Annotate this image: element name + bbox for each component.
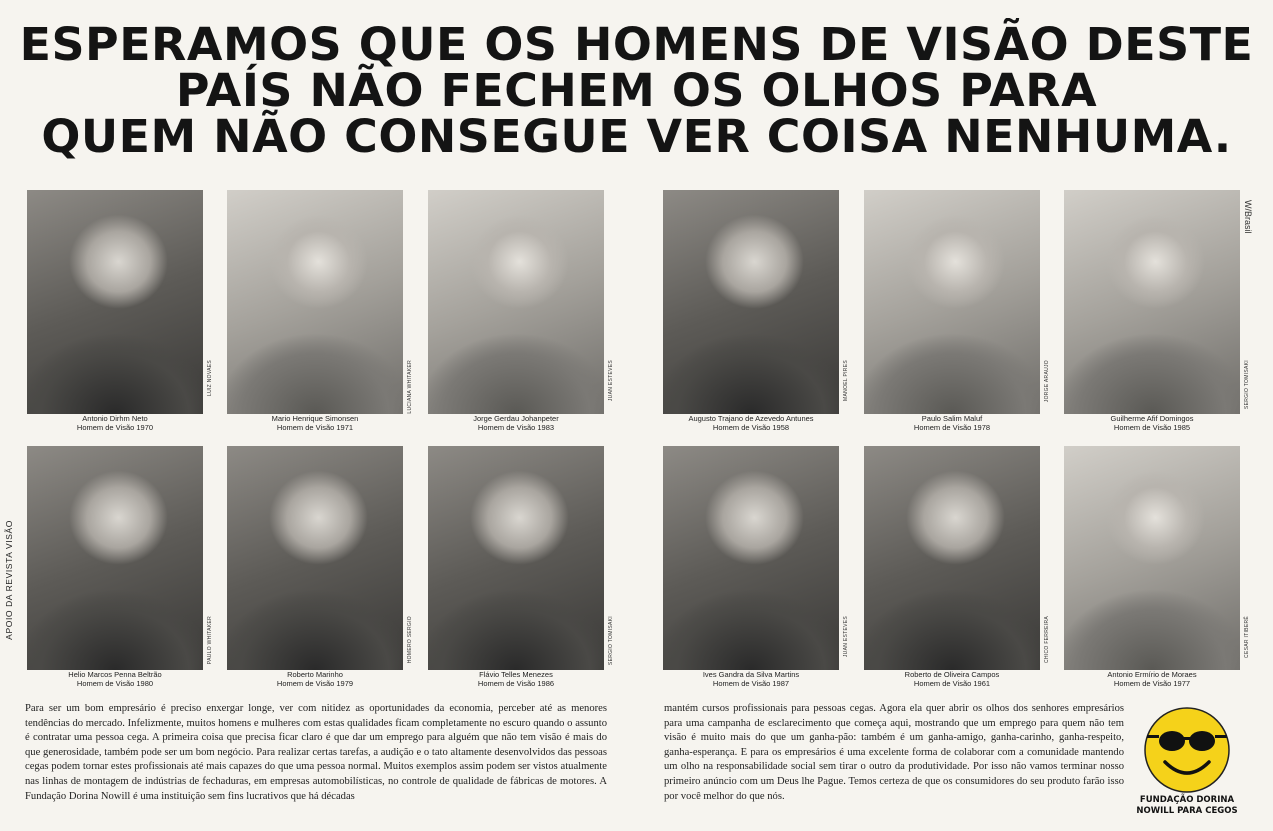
portrait-title: Homem de Visão 1971 xyxy=(276,423,354,432)
foundation-name-line-2: NOWILL PARA CEGOS xyxy=(1136,806,1238,816)
portrait-name: Roberto de Oliveira Campos xyxy=(904,670,1000,679)
foundation-name xyxy=(1128,795,1246,817)
portrait-name: Roberto Marinho xyxy=(287,670,343,679)
photo-credit: PAULO WHITAKER xyxy=(207,616,213,665)
portrait-title: Homem de Visão 1986 xyxy=(477,679,555,688)
portrait-photo xyxy=(227,446,403,670)
magazine-support-credit: APOIO DA REVISTA VISÃO xyxy=(4,520,14,640)
portrait-name: Paulo Salim Maluf xyxy=(921,414,983,423)
portrait-photo xyxy=(428,446,604,670)
headline-line-2: PAÍS NÃO FECHEM OS OLHOS PARA xyxy=(175,64,1098,117)
portrait-photo xyxy=(1064,446,1240,670)
portrait-caption xyxy=(864,670,1040,688)
portrait-caption xyxy=(27,414,203,432)
portrait-card xyxy=(227,446,413,688)
portrait-card xyxy=(864,190,1050,432)
portrait-title: Homem de Visão 1970 xyxy=(76,423,154,432)
photo-credit: CHICO FERREIRA xyxy=(1044,616,1050,663)
portrait-photo xyxy=(27,190,203,414)
portrait-photo xyxy=(663,190,839,414)
portrait-name: Antonio Dirhm Neto xyxy=(82,414,148,423)
portrait-title: Homem de Visão 1987 xyxy=(712,679,790,688)
portrait-caption xyxy=(864,414,1040,432)
portrait-name: Flávio Telles Menezes xyxy=(479,670,553,679)
portrait-photo xyxy=(864,190,1040,414)
portrait-title: Homem de Visão 1979 xyxy=(276,679,354,688)
photo-credit: CESAR ITIBERÊ xyxy=(1244,616,1250,658)
photo-credit: SERGIO TOMISAKI xyxy=(608,616,614,666)
portrait-title: Homem de Visão 1983 xyxy=(477,423,555,432)
portrait-photo xyxy=(227,190,403,414)
portrait-photo xyxy=(27,446,203,670)
portrait-title: Homem de Visão 1958 xyxy=(712,423,790,432)
photo-credit: JUAN ESTEVES xyxy=(608,360,614,402)
portrait-name: Antonio Ermírio de Moraes xyxy=(1107,670,1197,679)
smiley-logo-icon xyxy=(1141,704,1233,796)
portrait-name: Jorge Gerdau Johanpeter xyxy=(473,414,559,423)
agency-credit: W/Brasil xyxy=(1243,200,1253,234)
portrait-photo xyxy=(864,446,1040,670)
portrait-card xyxy=(1064,446,1250,688)
photo-credit: HOMERO SERGIO xyxy=(407,616,413,664)
portrait-caption xyxy=(27,670,203,688)
portrait-name: Helio Marcos Penna Beltrão xyxy=(68,670,162,679)
portrait-card xyxy=(663,190,849,432)
photo-credit: SERGIO TOMISAKI xyxy=(1244,360,1250,410)
portrait-photo xyxy=(428,190,604,414)
portrait-caption xyxy=(1064,670,1240,688)
body-text-left: Para ser um bom empresário é preciso enxergar longe, ver com nitidez as oportunidades da economia, perceber até as menores tendências do mercado. Infelizmente, muitos homens e mulheres com estas qualidades ficam completamente no escuro quando o assunto é contratar uma pessoa cega. A primeira coisa que precisa ficar claro é que dar um emprego para alguém que não tem visão é mais do que generosidade, também pode ser um bom negócio. Para realizar certas tarefas, a audição e o tato altamente desenvolvidos das pessoas cegas podem tornar estes profissionais até mais capazes do que uma pessoa normal. Muitos exemplos assim podem ser vistos atualmente nas linhas de montagem de indústrias de fechaduras, em empresas automobilísticas, no controle de qualidade de fábricas de motores. A Fundação Dorina Nowill é uma instituição sem fins lucrativos que há décadas xyxy=(25,703,607,802)
headline-line-1: ESPERAMOS QUE OS HOMENS DE VISÃO DESTE xyxy=(19,18,1254,71)
portrait-title: Homem de Visão 1977 xyxy=(1113,679,1191,688)
headline xyxy=(8,18,1266,163)
body-text-right: mantém cursos profissionais para pessoas cegas. Agora ela quer abrir os olhos dos senhores empresários para uma campanha de esclarecimento que começa aqui, mostrando que um emprego para quem não tem visão é muito mais do que um ganha-pão: também é um ganha-amigo, ganha-carinho, ganha-respeito, ganha-esperança. E para os empresários é uma excelente forma de colaborar com a comunidade mantendo um olho na responsabilidade social sem tirar o outro da produtividade. Por isso não vamos terminar nosso primeiro anúncio com um Deus lhe Pague. Temos certeza de que os consumidores do seu produto farão isso por você melhor do que nós. xyxy=(664,703,1124,802)
portrait-caption xyxy=(428,670,604,688)
portrait-caption xyxy=(227,670,403,688)
portrait-card xyxy=(663,446,849,688)
photo-credit: MANOEL PIRES xyxy=(843,360,849,401)
portrait-caption xyxy=(227,414,403,432)
portrait-caption xyxy=(1064,414,1240,432)
portrait-card xyxy=(428,190,614,432)
portrait-name: Augusto Trajano de Azevedo Antunes xyxy=(688,414,814,423)
portrait-title: Homem de Visão 1961 xyxy=(913,679,991,688)
foundation-name-line-1: FUNDAÇÃO DORINA xyxy=(1139,795,1235,805)
portrait-card xyxy=(27,190,213,432)
portrait-photo xyxy=(1064,190,1240,414)
photo-credit: JORGE ARAUJO xyxy=(1044,360,1050,403)
portrait-title: Homem de Visão 1980 xyxy=(76,679,154,688)
portrait-caption xyxy=(663,670,839,688)
portrait-caption xyxy=(428,414,604,432)
portrait-caption xyxy=(663,414,839,432)
portrait-name: Guilherme Afif Domingos xyxy=(1110,414,1194,423)
portrait-name: Mario Henrique Simonsen xyxy=(271,414,359,423)
headline-line-3: QUEM NÃO CONSEGUE VER COISA NENHUMA. xyxy=(41,110,1232,163)
portrait-card xyxy=(864,446,1050,688)
photo-credit: LUIZ NOVAES xyxy=(207,360,213,396)
photo-credit: LUCIANA WHITAKER xyxy=(407,360,413,414)
photo-credit: JUAN ESTEVES xyxy=(843,616,849,658)
portrait-name: Ives Gandra da Silva Martins xyxy=(702,670,800,679)
portrait-title: Homem de Visão 1978 xyxy=(913,423,991,432)
portrait-card xyxy=(227,190,413,432)
portrait-photo xyxy=(663,446,839,670)
portrait-card xyxy=(27,446,213,688)
portrait-card xyxy=(428,446,614,688)
portrait-title: Homem de Visão 1985 xyxy=(1113,423,1191,432)
